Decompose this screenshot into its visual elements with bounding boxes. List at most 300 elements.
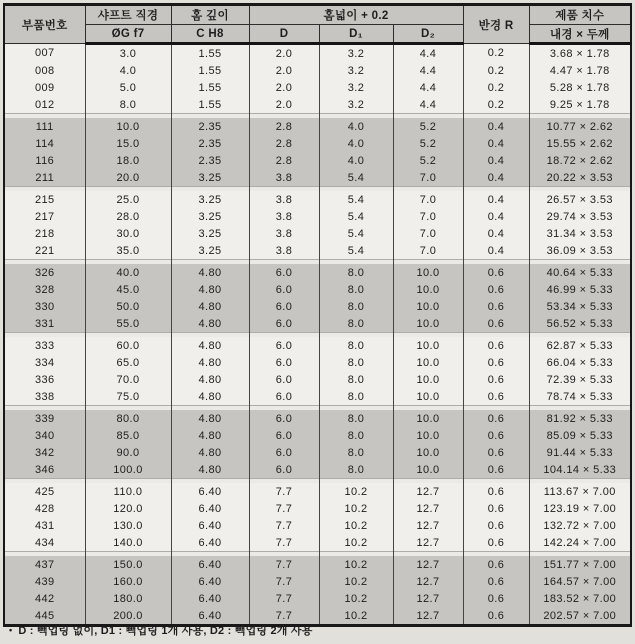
cell: 0.6: [463, 444, 529, 461]
table-row: [4, 354, 631, 371]
row-group: [4, 264, 631, 333]
cell: 3.8: [249, 225, 319, 242]
cell: 5.2: [393, 152, 463, 169]
cell: 110.0: [85, 483, 171, 500]
cell: 215: [4, 191, 85, 208]
cell: 445: [4, 607, 85, 626]
cell: 0.4: [463, 225, 529, 242]
cell: 5.2: [393, 118, 463, 135]
table-row: [4, 208, 631, 225]
cell: 0.6: [463, 534, 529, 552]
cell: 12.7: [393, 483, 463, 500]
cell: 75.0: [85, 388, 171, 406]
cell: 36.09 × 3.53: [529, 242, 631, 260]
table-row: [4, 337, 631, 354]
footnote-text: D : 빽업링 없이, D1 : 빽업링 1개 사용, D2 : 빽업링 2개 사용: [18, 625, 313, 637]
cell: 8.0: [319, 444, 393, 461]
cell: 25.0: [85, 191, 171, 208]
table-row: [4, 410, 631, 427]
cell: 6.0: [249, 298, 319, 315]
cell: 200.0: [85, 607, 171, 626]
cell: 0.6: [463, 410, 529, 427]
table-row: [4, 44, 631, 63]
cell: 15.55 × 2.62: [529, 135, 631, 152]
cell: 202.57 × 7.00: [529, 607, 631, 626]
cell: 3.8: [249, 208, 319, 225]
cell: 7.7: [249, 517, 319, 534]
cell: 8.0: [319, 298, 393, 315]
header-row-top: [4, 5, 631, 25]
cell: 183.52 × 7.00: [529, 590, 631, 607]
cell: 10.0: [393, 371, 463, 388]
cell: 5.4: [319, 191, 393, 208]
cell: 72.39 × 5.33: [529, 371, 631, 388]
cell: 0.4: [463, 118, 529, 135]
cell: 151.77 × 7.00: [529, 556, 631, 573]
cell: 60.0: [85, 337, 171, 354]
cell: 0.2: [463, 79, 529, 96]
cell: 20.22 × 3.53: [529, 169, 631, 187]
cell: 8.0: [319, 427, 393, 444]
cell: 8.0: [319, 461, 393, 479]
cell: 6.40: [171, 590, 249, 607]
cell: 8.0: [319, 337, 393, 354]
cell: 425: [4, 483, 85, 500]
cell: 116: [4, 152, 85, 169]
cell: 7.7: [249, 534, 319, 552]
cell: 142.24 × 7.00: [529, 534, 631, 552]
cell: 6.0: [249, 371, 319, 388]
cell: 339: [4, 410, 85, 427]
cell: 5.4: [319, 208, 393, 225]
cell: 5.0: [85, 79, 171, 96]
cell: 2.35: [171, 152, 249, 169]
cell: 4.0: [85, 62, 171, 79]
header-row-sub: [4, 25, 631, 44]
cell: 6.0: [249, 337, 319, 354]
cell: 0.4: [463, 208, 529, 225]
cell: 104.14 × 5.33: [529, 461, 631, 479]
cell: 5.4: [319, 242, 393, 260]
cell: 6.0: [249, 427, 319, 444]
cell: 5.4: [319, 169, 393, 187]
cell: 111: [4, 118, 85, 135]
cell: 8.0: [319, 410, 393, 427]
cell: 15.0: [85, 135, 171, 152]
cell: 211: [4, 169, 85, 187]
footnote: [9, 622, 313, 638]
cell: 0.6: [463, 517, 529, 534]
table-row: [4, 573, 631, 590]
cell: 3.68 × 1.78: [529, 44, 631, 63]
col-header-d2: D₂: [393, 25, 463, 44]
table-row: [4, 427, 631, 444]
cell: 10.77 × 2.62: [529, 118, 631, 135]
cell: 81.92 × 5.33: [529, 410, 631, 427]
cell: 0.6: [463, 354, 529, 371]
cell: 10.0: [393, 315, 463, 333]
table-row: [4, 118, 631, 135]
cell: 6.40: [171, 556, 249, 573]
cell: 0.6: [463, 483, 529, 500]
cell: 2.0: [249, 44, 319, 63]
cell: 120.0: [85, 500, 171, 517]
cell: 10.0: [393, 388, 463, 406]
cell: 10.0: [393, 410, 463, 427]
cell: 7.7: [249, 607, 319, 626]
cell: 5.2: [393, 135, 463, 152]
col-header-d1: D₁: [319, 25, 393, 44]
table-row: [4, 169, 631, 187]
cell: 26.57 × 3.53: [529, 191, 631, 208]
cell: 4.80: [171, 315, 249, 333]
cell: 6.40: [171, 483, 249, 500]
row-group: [4, 191, 631, 260]
dimension-table: [3, 3, 632, 627]
cell: 7.0: [393, 225, 463, 242]
cell: 6.40: [171, 573, 249, 590]
cell: 012: [4, 96, 85, 114]
cell: 3.2: [319, 96, 393, 114]
cell: 3.0: [85, 44, 171, 63]
col-header-groove-width: 홈넓이 + 0.2: [249, 5, 463, 25]
cell: 8.0: [319, 371, 393, 388]
cell: 40.64 × 5.33: [529, 264, 631, 281]
table-row: [4, 315, 631, 333]
cell: 4.4: [393, 62, 463, 79]
col-header-product-dim-sub: 내경 × 두께: [529, 25, 631, 44]
cell: 4.80: [171, 461, 249, 479]
col-header-groove-depth: 홈 깊이: [171, 5, 249, 25]
cell: 0.6: [463, 264, 529, 281]
cell: 91.44 × 5.33: [529, 444, 631, 461]
cell: 80.0: [85, 410, 171, 427]
cell: 10.0: [393, 461, 463, 479]
cell: 140.0: [85, 534, 171, 552]
cell: 30.0: [85, 225, 171, 242]
cell: 6.40: [171, 534, 249, 552]
cell: 123.19 × 7.00: [529, 500, 631, 517]
cell: 8.0: [319, 264, 393, 281]
cell: 85.0: [85, 427, 171, 444]
cell: 0.6: [463, 556, 529, 573]
cell: 4.80: [171, 444, 249, 461]
cell: 0.6: [463, 281, 529, 298]
cell: 10.2: [319, 607, 393, 626]
cell: 4.80: [171, 354, 249, 371]
row-group: [4, 118, 631, 187]
table-row: [4, 534, 631, 552]
cell: 0.6: [463, 371, 529, 388]
cell: 6.0: [249, 264, 319, 281]
cell: 4.80: [171, 264, 249, 281]
cell: 428: [4, 500, 85, 517]
cell: 1.55: [171, 79, 249, 96]
cell: 10.0: [393, 354, 463, 371]
cell: 12.7: [393, 517, 463, 534]
cell: 008: [4, 62, 85, 79]
cell: 0.4: [463, 191, 529, 208]
cell: 2.8: [249, 152, 319, 169]
cell: 1.55: [171, 62, 249, 79]
cell: 10.2: [319, 483, 393, 500]
table-row: [4, 152, 631, 169]
cell: 113.67 × 7.00: [529, 483, 631, 500]
table-row: [4, 135, 631, 152]
cell: 8.0: [85, 96, 171, 114]
table-row: [4, 371, 631, 388]
cell: 7.7: [249, 500, 319, 517]
row-group: [4, 483, 631, 552]
col-header-d: D: [249, 25, 319, 44]
table-row: [4, 556, 631, 573]
cell: 4.4: [393, 79, 463, 96]
cell: 2.35: [171, 118, 249, 135]
cell: 3.25: [171, 242, 249, 260]
cell: 10.0: [393, 281, 463, 298]
table-row: [4, 500, 631, 517]
cell: 180.0: [85, 590, 171, 607]
col-header-shaft-dia-sub: ØG f7: [85, 25, 171, 44]
cell: 10.0: [85, 118, 171, 135]
cell: 442: [4, 590, 85, 607]
cell: 218: [4, 225, 85, 242]
cell: 66.04 × 5.33: [529, 354, 631, 371]
cell: 53.34 × 5.33: [529, 298, 631, 315]
cell: 342: [4, 444, 85, 461]
cell: 65.0: [85, 354, 171, 371]
col-header-part-no: 부품번호: [4, 5, 85, 44]
cell: 3.8: [249, 242, 319, 260]
cell: 0.6: [463, 590, 529, 607]
cell: 31.34 × 3.53: [529, 225, 631, 242]
cell: 50.0: [85, 298, 171, 315]
cell: 334: [4, 354, 85, 371]
cell: 78.74 × 5.33: [529, 388, 631, 406]
table-row: [4, 388, 631, 406]
cell: 0.6: [463, 315, 529, 333]
cell: 331: [4, 315, 85, 333]
table-row: [4, 225, 631, 242]
cell: 3.25: [171, 208, 249, 225]
cell: 2.0: [249, 79, 319, 96]
cell: 340: [4, 427, 85, 444]
cell: 35.0: [85, 242, 171, 260]
cell: 55.0: [85, 315, 171, 333]
cell: 007: [4, 44, 85, 63]
cell: 150.0: [85, 556, 171, 573]
cell: 2.8: [249, 135, 319, 152]
cell: 0.6: [463, 607, 529, 626]
cell: 4.80: [171, 281, 249, 298]
cell: 3.2: [319, 44, 393, 63]
cell: 0.6: [463, 427, 529, 444]
cell: 7.7: [249, 483, 319, 500]
cell: 12.7: [393, 590, 463, 607]
cell: 20.0: [85, 169, 171, 187]
cell: 439: [4, 573, 85, 590]
row-group: [4, 337, 631, 406]
cell: 2.8: [249, 118, 319, 135]
cell: 10.0: [393, 264, 463, 281]
cell: 12.7: [393, 573, 463, 590]
cell: 4.0: [319, 135, 393, 152]
cell: 0.6: [463, 461, 529, 479]
cell: 8.0: [319, 315, 393, 333]
cell: 437: [4, 556, 85, 573]
cell: 10.0: [393, 337, 463, 354]
table-row: [4, 191, 631, 208]
cell: 6.0: [249, 354, 319, 371]
cell: 18.72 × 2.62: [529, 152, 631, 169]
table-row: [4, 96, 631, 114]
cell: 330: [4, 298, 85, 315]
cell: 4.0: [319, 118, 393, 135]
cell: 132.72 × 7.00: [529, 517, 631, 534]
cell: 0.4: [463, 135, 529, 152]
cell: 0.2: [463, 44, 529, 63]
cell: 7.0: [393, 208, 463, 225]
cell: 10.2: [319, 590, 393, 607]
cell: 1.55: [171, 96, 249, 114]
cell: 5.4: [319, 225, 393, 242]
cell: 10.2: [319, 573, 393, 590]
cell: 326: [4, 264, 85, 281]
cell: 434: [4, 534, 85, 552]
cell: 7.0: [393, 191, 463, 208]
cell: 4.4: [393, 44, 463, 63]
cell: 12.7: [393, 607, 463, 626]
cell: 164.57 × 7.00: [529, 573, 631, 590]
cell: 0.2: [463, 96, 529, 114]
cell: 28.0: [85, 208, 171, 225]
cell: 4.80: [171, 427, 249, 444]
table-header: [4, 5, 631, 44]
bullet-icon: •: [9, 625, 13, 635]
col-header-product-dim: 제품 치수: [529, 5, 631, 25]
cell: 6.40: [171, 500, 249, 517]
cell: 217: [4, 208, 85, 225]
cell: 6.0: [249, 444, 319, 461]
cell: 18.0: [85, 152, 171, 169]
cell: 56.52 × 5.33: [529, 315, 631, 333]
cell: 6.40: [171, 607, 249, 626]
cell: 8.0: [319, 281, 393, 298]
cell: 7.7: [249, 556, 319, 573]
cell: 0.6: [463, 337, 529, 354]
cell: 8.0: [319, 388, 393, 406]
cell: 346: [4, 461, 85, 479]
cell: 8.0: [319, 354, 393, 371]
cell: 3.8: [249, 169, 319, 187]
cell: 0.6: [463, 573, 529, 590]
cell: 5.28 × 1.78: [529, 79, 631, 96]
cell: 6.0: [249, 410, 319, 427]
cell: 0.4: [463, 152, 529, 169]
cell: 29.74 × 3.53: [529, 208, 631, 225]
cell: 9.25 × 1.78: [529, 96, 631, 114]
cell: 328: [4, 281, 85, 298]
cell: 0.6: [463, 298, 529, 315]
cell: 3.25: [171, 169, 249, 187]
cell: 1.55: [171, 44, 249, 63]
cell: 6.0: [249, 461, 319, 479]
cell: 3.25: [171, 191, 249, 208]
table-row: [4, 444, 631, 461]
cell: 431: [4, 517, 85, 534]
cell: 6.0: [249, 281, 319, 298]
cell: 40.0: [85, 264, 171, 281]
col-header-radius: 반경 R: [463, 5, 529, 44]
cell: 6.0: [249, 315, 319, 333]
cell: 0.4: [463, 169, 529, 187]
table-row: [4, 483, 631, 500]
cell: 338: [4, 388, 85, 406]
cell: 2.0: [249, 96, 319, 114]
cell: 45.0: [85, 281, 171, 298]
cell: 3.25: [171, 225, 249, 242]
cell: 10.2: [319, 517, 393, 534]
cell: 4.80: [171, 337, 249, 354]
cell: 333: [4, 337, 85, 354]
table-row: [4, 461, 631, 479]
cell: 3.8: [249, 191, 319, 208]
cell: 3.2: [319, 62, 393, 79]
cell: 3.2: [319, 79, 393, 96]
row-group: [4, 44, 631, 114]
table-row: [4, 517, 631, 534]
table-row: [4, 242, 631, 260]
cell: 10.2: [319, 500, 393, 517]
cell: 160.0: [85, 573, 171, 590]
cell: 62.87 × 5.33: [529, 337, 631, 354]
cell: 336: [4, 371, 85, 388]
cell: 7.0: [393, 242, 463, 260]
cell: 10.0: [393, 444, 463, 461]
cell: 4.80: [171, 388, 249, 406]
cell: 0.2: [463, 62, 529, 79]
cell: 2.35: [171, 135, 249, 152]
cell: 12.7: [393, 500, 463, 517]
table-row: [4, 281, 631, 298]
cell: 4.47 × 1.78: [529, 62, 631, 79]
cell: 46.99 × 5.33: [529, 281, 631, 298]
cell: 12.7: [393, 534, 463, 552]
cell: 7.0: [393, 169, 463, 187]
cell: 0.6: [463, 500, 529, 517]
table-row: [4, 298, 631, 315]
cell: 0.6: [463, 388, 529, 406]
cell: 114: [4, 135, 85, 152]
cell: 4.80: [171, 410, 249, 427]
cell: 6.40: [171, 517, 249, 534]
table-row: [4, 62, 631, 79]
cell: 130.0: [85, 517, 171, 534]
cell: 6.0: [249, 388, 319, 406]
cell: 10.0: [393, 298, 463, 315]
cell: 221: [4, 242, 85, 260]
cell: 0.4: [463, 242, 529, 260]
cell: 90.0: [85, 444, 171, 461]
cell: 85.09 × 5.33: [529, 427, 631, 444]
cell: 10.2: [319, 556, 393, 573]
row-group: [4, 410, 631, 479]
cell: 10.2: [319, 534, 393, 552]
cell: 7.7: [249, 590, 319, 607]
cell: 4.4: [393, 96, 463, 114]
cell: 100.0: [85, 461, 171, 479]
table-row: [4, 79, 631, 96]
